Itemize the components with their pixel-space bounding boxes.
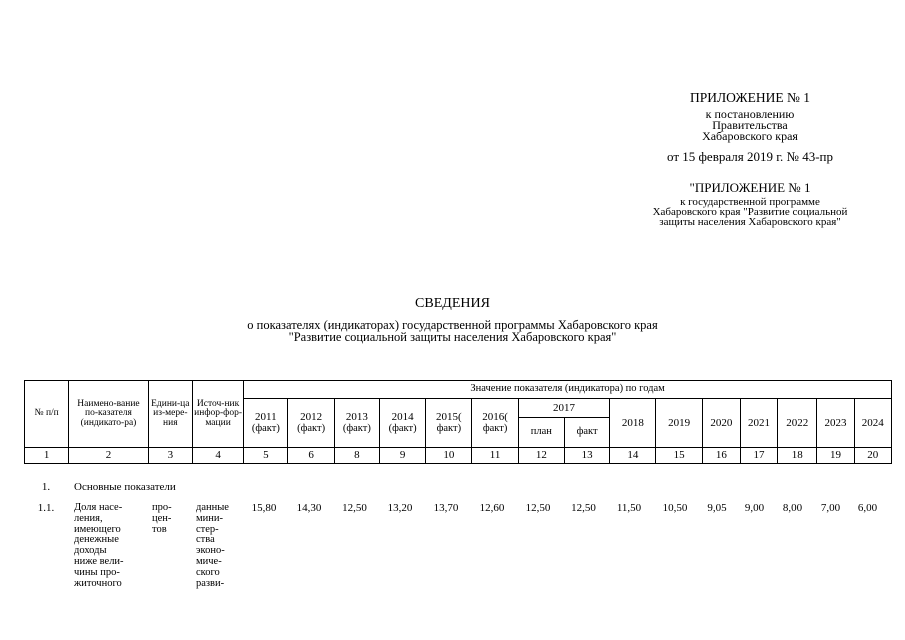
appendix-1-block [600,91,900,163]
header-2015: 2015( факт) [426,399,472,448]
row-1-unit: про- цен- тов [152,502,172,535]
row-1-name: Доля насе- ления, имеющего денежные доходы ниже вели- чины про- житочного [74,502,124,589]
row-1-value-2024: 6,00 [857,502,878,514]
appendix-2-block [600,181,900,227]
row-1-value-2021: 9,00 [744,502,765,514]
section-num: 1. [41,481,51,493]
section-title: Основные показатели [74,481,176,493]
row-1-value-2019: 10,50 [662,502,688,514]
header-2018: 2018 [610,399,656,448]
appendix-1-line3: Хабаровского края [702,128,798,143]
row-1-value-2016: 12,60 [479,502,505,514]
row-1-value-2012: 14,30 [296,502,322,514]
colnum-5: 5 [244,448,288,464]
colnum-6: 6 [288,448,334,464]
colnum-3: 3 [148,448,192,464]
colnum-20: 20 [854,448,891,464]
header-name: Наимено-вание по-казателя (индикато-ра) [69,381,148,448]
header-source: Источ-ник инфор-фор-мации [192,381,243,448]
document-heading [0,297,905,343]
header-2019: 2019 [656,399,702,448]
colnum-18: 18 [778,448,817,464]
header-2017-fact: факт [564,418,609,448]
row-1-source: данные мини- стер- ства эконо- миче- ского разви- [196,502,229,589]
row-1-num: 1.1. [37,502,55,514]
header-num: № п/п [25,381,69,448]
appendix-1-title: ПРИЛОЖЕНИЕ № 1 [689,90,811,105]
row-1-value-2020: 9,05 [707,502,727,514]
colnum-17: 17 [740,448,777,464]
header-2023: 2023 [817,399,854,448]
row-1-value-2011: 15,80 [251,502,277,514]
header-2017-plan: план [518,418,564,448]
appendix-2-title: "ПРИЛОЖЕНИЕ № 1 [689,180,811,195]
appendix-2-line1: к государственной программе [680,196,820,208]
colnum-19: 19 [817,448,854,464]
colnum-15: 15 [656,448,702,464]
appendix-2-line3: защиты населения Хабаровского края" [659,216,841,228]
header-2017: 2017 [518,399,610,418]
colnum-11: 11 [472,448,518,464]
header-2016: 2016( факт) [472,399,518,448]
indicators-table-header [24,380,892,464]
row-1-value-2017-plan: 12,50 [525,502,551,514]
appendix-1-line2: Правительства [712,117,788,132]
row-1-value-2018: 11,50 [616,502,642,514]
header-unit: Едини-ца из-мере-ния [148,381,192,448]
header-2022: 2022 [778,399,817,448]
appendix-1-line1: к постановлению [705,106,795,121]
row-1-value-2015: 13,70 [433,502,459,514]
header-2021: 2021 [740,399,777,448]
header-2024: 2024 [854,399,891,448]
heading-line1: о показателях (индикаторах) государственной программы Хабаровского края [247,318,658,332]
header-2012: 2012 (факт) [288,399,334,448]
header-values-group: Значение показателя (индикатора) по годам [244,381,892,399]
appendix-2-line2: Хабаровского края "Развитие социальной [652,206,848,218]
header-2011: 2011 (факт) [244,399,288,448]
colnum-4: 4 [192,448,243,464]
colnum-9: 9 [379,448,425,464]
row-1-value-2014: 13,20 [387,502,413,514]
row-1-value-2023: 7,00 [820,502,841,514]
colnum-12: 12 [518,448,564,464]
colnum-14: 14 [610,448,656,464]
header-2013: 2013 (факт) [334,399,379,448]
colnum-2: 2 [69,448,148,464]
heading-title: СВЕДЕНИЯ [415,296,490,311]
row-1-value-2013: 12,50 [342,502,367,514]
colnum-1: 1 [25,448,69,464]
header-2014: 2014 (факт) [379,399,425,448]
colnum-13: 13 [564,448,609,464]
row-1-value-2022: 8,00 [782,502,803,514]
heading-line2: "Развитие социальной защиты населения Хабаровского края" [288,330,617,344]
colnum-10: 10 [426,448,472,464]
row-1-value-2017-fact: 12,50 [571,502,596,514]
colnum-8: 8 [334,448,379,464]
appendix-1-date: от 15 февраля 2019 г. № 43-пр [667,148,833,164]
colnum-16: 16 [702,448,740,464]
header-2020: 2020 [702,399,740,448]
